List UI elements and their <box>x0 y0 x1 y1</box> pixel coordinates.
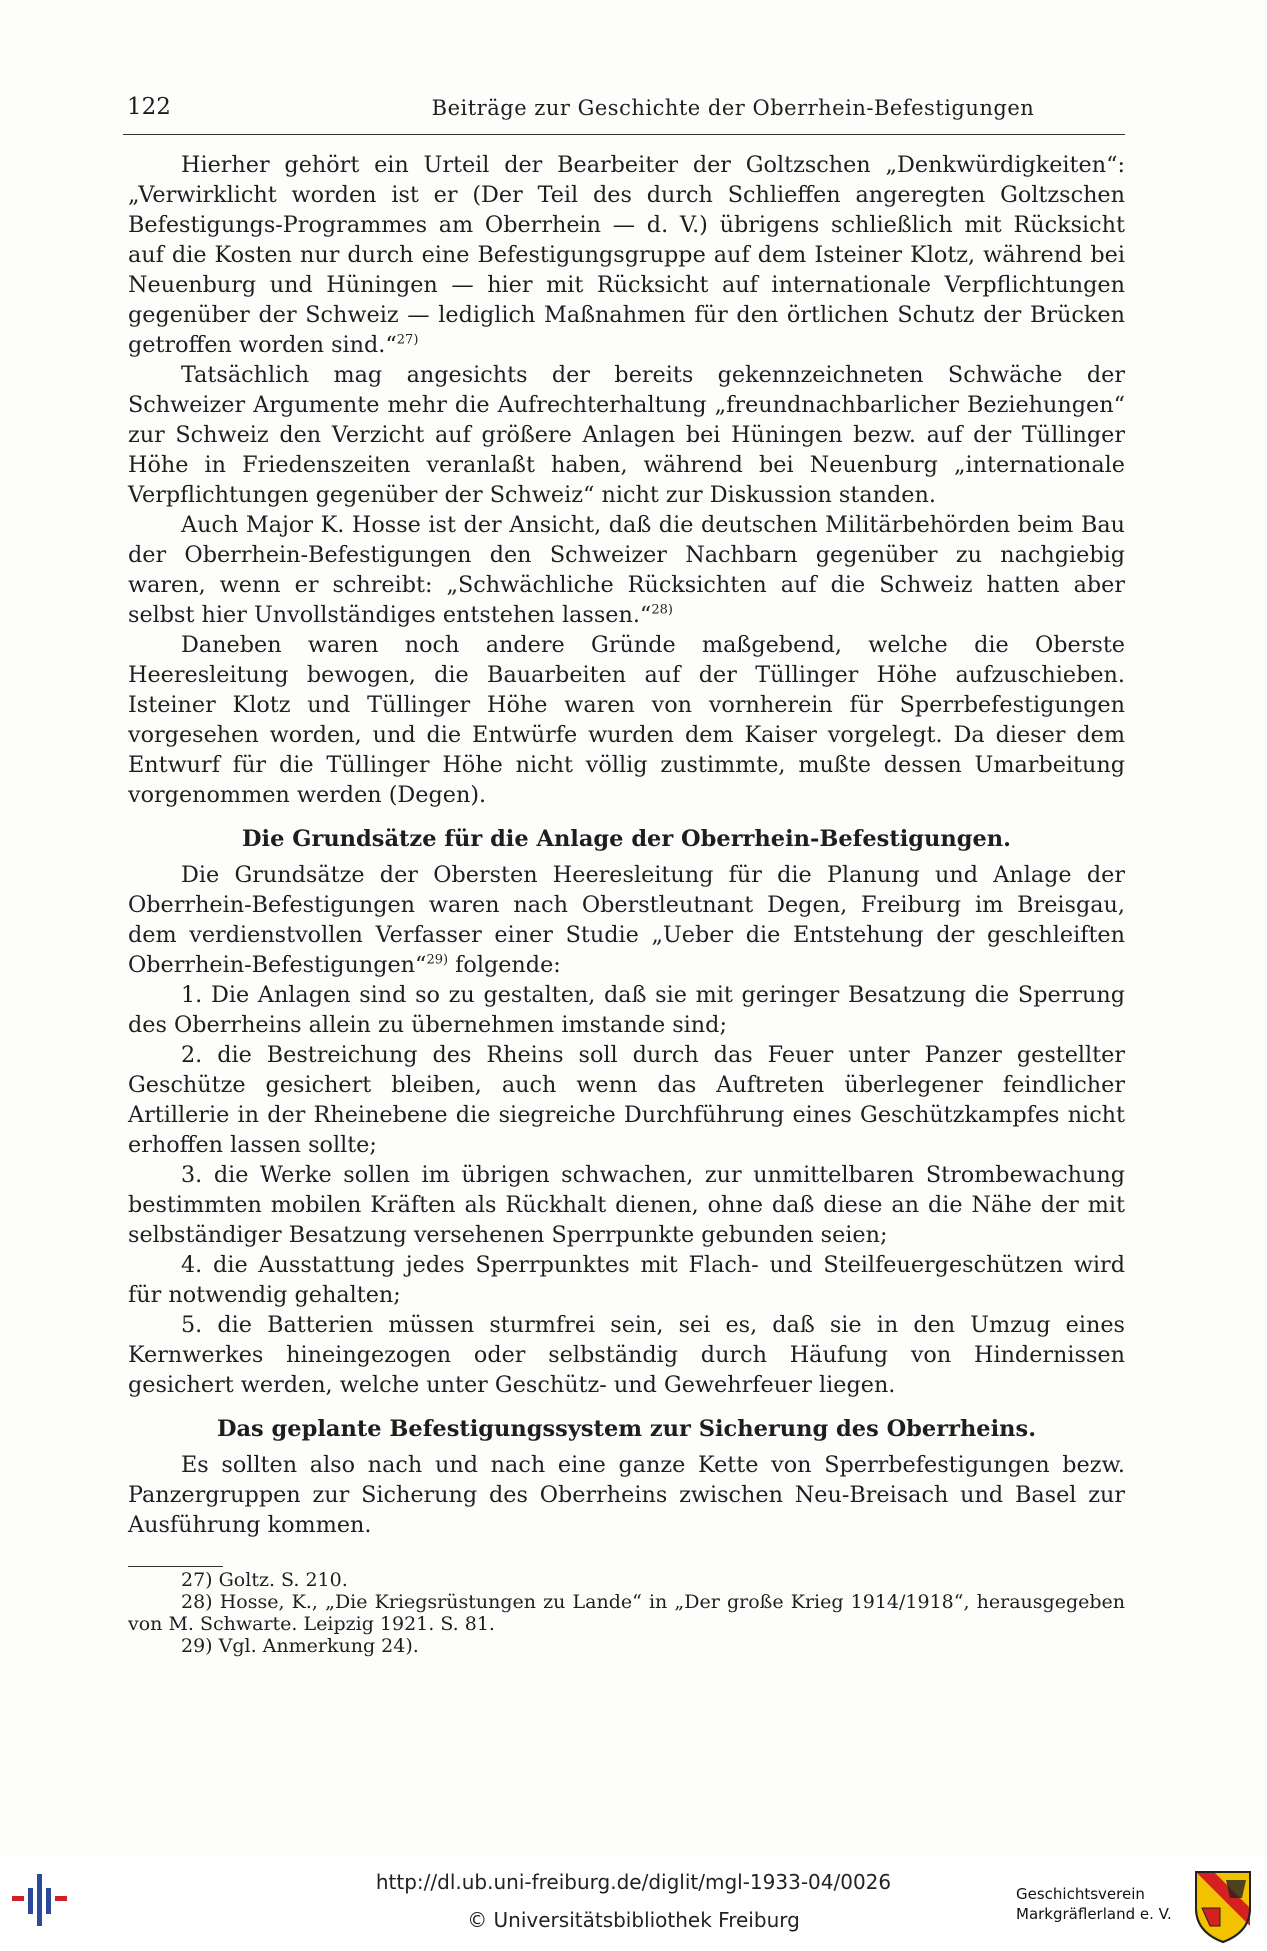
list-item: 3. die Werke sollen im übrigen schwachen, zur unmittelbaren Strombewachung bestimmten mobilen Kräften als Rückhalt dienen, ohne daß diese an die Nähe der mit selbständiger Besatzung versehenen Sperrpunkte gebunden seien; <box>128 1162 1125 1248</box>
paragraph: Tatsächlich mag angesichts der bereits gekennzeichneten Schwäche der Schweizer Argumente mehr die Aufrechterhaltung „freundnachbarlicher Beziehungen“ zur Schweiz den Verzicht auf größere Anlagen bei Hüningen bezw. auf der Tüllinger Höhe in Friedenszeiten veranlaßt haben, während bei Neuenburg „internationale Verpflichtungen gegenüber der Schweiz“ nicht zur Diskussion standen. <box>128 362 1125 508</box>
page-header <box>123 94 1125 135</box>
paragraph-text: folgende: <box>455 952 561 978</box>
paragraph <box>128 150 1125 360</box>
copyright-notice: © Universitätsbibliothek Freiburg <box>467 1908 800 1932</box>
footnote-ref: 28) <box>651 602 673 618</box>
footnote-ref: 27) <box>396 332 419 348</box>
principles-list <box>128 980 1125 1400</box>
footnote-ref: 29) <box>426 952 449 968</box>
paragraph-text: Auch Major K. Hosse ist der Ansicht, daß die deutschen Militärbehörden beim Bau der Oberrhein-Befestigungen den Schweizer Nachbarn gegenüber zu nachgiebig waren, wenn er schreibt: „Schwächliche Rücksichten auf die Schweiz hatten aber selbst hier Unvollständiges entstehen lassen.“ <box>128 512 1125 628</box>
paragraph-text: Die Grundsätze der Obersten Heeresleitung für die Planung und Anlage der Oberrhein-Befestigungen waren nach Oberstleutnant Degen, Freiburg im Breisgau, dem verdienstvollen Verfasser einer Studie „Ueber die Entstehung der geschleiften Oberrhein-Befestigungen“ <box>128 862 1125 978</box>
paragraph-text: Hierher gehört ein Urteil der Bearbeiter der Goltzschen „Denkwürdigkeiten“: „Verwirklicht worden ist er (Der Teil des durch Schlieffen angeregten Goltzschen Befestigungs-Programmes am Oberrhein — d. V.) übrigens schließlich mit Rücksicht auf die Kosten nur durch eine Befestigungsgruppe auf dem Isteiner Klotz, während bei Neuenburg und Hüningen — hier mit Rücksicht auf internationale Verpflichtungen gegenüber der Schweiz — lediglich Maßnahmen für den örtlichen Schutz der Brücken getroffen worden sind.“ <box>128 152 1125 358</box>
viewer-footer <box>0 1858 1267 1951</box>
section-heading: Die Grundsätze für die Anlage der Oberrhein-Befestigungen. <box>242 826 1011 852</box>
list-item: 1. Die Anlagen sind so zu gestalten, daß sie mit geringer Besatzung die Sperrung des Oberrheins allein zu übernehmen imstande sind; <box>128 982 1125 1038</box>
section-heading: Das geplante Befestigungssystem zur Sicherung des Oberrheins. <box>216 1416 1037 1442</box>
list-item: 2. die Bestreichung des Rheins soll durch das Feuer unter Panzer gestellter Geschütze gesichert bleiben, auch wenn das Auftreten überlegener feindlicher Artillerie in der Rheinebene die siegreiche Durchführung eines Geschützkampfes nicht erhoffen lassen sollte; <box>128 1042 1125 1158</box>
footnotes <box>128 1569 1125 1657</box>
list-item: 4. die Ausstattung jedes Sperrpunktes mit Flach- und Steilfeuergeschützen wird für notwendig gehalten; <box>128 1252 1125 1308</box>
society-name <box>1016 1884 1186 1924</box>
society-name-line: Geschichtsverein <box>1016 1885 1145 1903</box>
footnote-divider <box>128 1566 223 1567</box>
paragraph <box>128 860 1125 980</box>
society-name-line: Markgräflerland e. V. <box>1016 1905 1172 1923</box>
paragraph: Es sollten also nach und nach eine ganze Kette von Sperrbefestigungen bezw. Panzergruppen zur Sicherung des Oberrheins zwischen Neu-Breisach und Basel zur Ausführung kommen. <box>128 1452 1125 1538</box>
coat-of-arms-icon <box>1192 1868 1254 1944</box>
running-title: Beiträge zur Geschichte der Oberrhein-Befestigungen <box>431 96 1035 120</box>
paragraph: Daneben waren noch andere Gründe maßgebend, welche die Oberste Heeresleitung bewogen, die Bauarbeiten auf der Tüllinger Höhe aufzuschieben. Isteiner Klotz und Tüllinger Höhe waren von vornherein für Sperrbefestigungen vorgesehen worden, und die Entwürfe wurden dem Kaiser vorgelegt. Da dieser dem Entwurf für die Tüllinger Höhe nicht völlig zustimmte, mußte dessen Umarbeitung vorgenommen werden (Degen). <box>128 632 1125 808</box>
paragraph <box>128 510 1125 630</box>
page-number: 122 <box>127 94 171 120</box>
footnote: 27) Goltz. S. 210. <box>181 1569 348 1591</box>
footnote: 29) Vgl. Anmerkung 24). <box>181 1635 419 1657</box>
footnote: 28) Hosse, K., „Die Kriegsrüstungen zu Lande“ in „Der große Krieg 1914/1918“, herausgegeben von M. Schwarte. Leipzig 1921. S. 81. <box>128 1591 1125 1635</box>
permalink-url[interactable]: http://dl.ub.uni-freiburg.de/diglit/mgl-1933-04/0026 <box>375 1870 892 1894</box>
list-item: 5. die Batterien müssen sturmfrei sein, sei es, daß sie in den Umzug eines Kernwerkes hineingezogen oder selbständig durch Häufung von Hindernissen gesichert werden, welche unter Geschütz- und Gewehrfeuer liegen. <box>128 1312 1125 1398</box>
body-text <box>128 150 1125 1657</box>
